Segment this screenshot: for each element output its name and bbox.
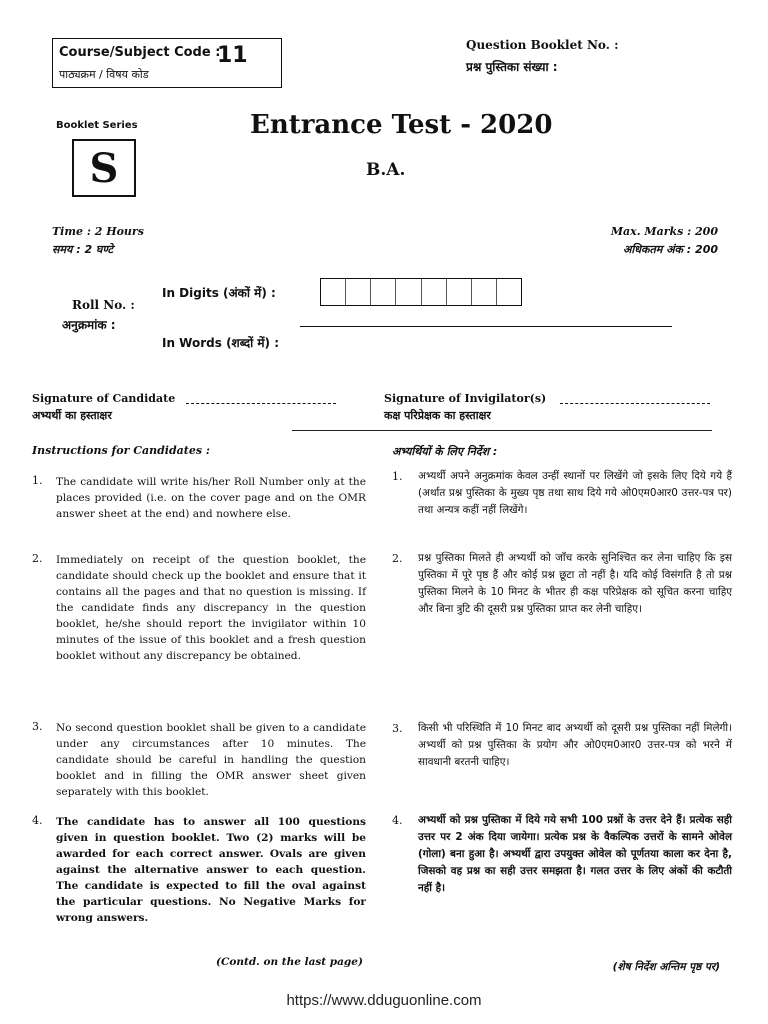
invigilator-signature-hindi-label: कक्ष परिप्रेक्षक का हस्ताक्षर — [384, 409, 491, 422]
roll-digits-label: In Digits (अंकों में) : — [162, 286, 276, 300]
instruction-number: 3. — [32, 720, 43, 733]
digit-cell[interactable] — [447, 279, 472, 305]
booklet-series-box — [72, 139, 136, 197]
candidate-signature-hindi-label: अभ्यर्थी का हस्ताक्षर — [32, 409, 112, 422]
course-code-value: 11 — [217, 43, 248, 68]
booklet-number-hindi-label: प्रश्न पुस्तिका संख्या : — [466, 60, 558, 74]
digit-cell[interactable] — [472, 279, 497, 305]
course-code-label: Course/Subject Code : — [59, 45, 221, 60]
exam-title: Entrance Test - 2020 — [250, 110, 553, 140]
instruction-number: 1. — [392, 470, 403, 483]
divider — [292, 430, 712, 431]
time-label: Time : 2 Hours — [52, 225, 144, 238]
roll-words-label: In Words (शब्दों में) : — [162, 336, 280, 350]
instruction-en-4: The candidate has to answer all 100 questions given in question booklet. Two (2) marks will be awarded for each correct answer. Ovals are given against the alternative answer to each question. The candidate is expected to fill the oval against the particular questions. No Negative Marks for wrong answers. — [56, 816, 366, 924]
instruction-en-1: The candidate will write his/her Roll Number only at the places provided (i.e. on the cover page and on the OMR answer sheet at the end) and nowhere else. — [56, 476, 366, 520]
continued-note-hi: (शेष निर्देश अन्तिम पृष्ठ पर) — [612, 961, 720, 973]
digit-cell[interactable] — [422, 279, 447, 305]
booklet-series-label: Booklet Series — [56, 120, 138, 131]
exam-subtitle: B.A. — [366, 160, 406, 180]
instruction-number: 1. — [32, 474, 43, 487]
instructions-heading-hi: अभ्यर्थियों के लिए निर्देश : — [392, 445, 498, 458]
instruction-number: 2. — [392, 552, 403, 565]
instruction-en-3: No second question booklet shall be given to a candidate under any circumstances after 10 minutes. The candidate should be careful in handling the question booklet and in filling the OMR answer sheet given separately with this booklet. — [56, 722, 366, 798]
footer-url: https://www.dduguonline.com — [286, 992, 482, 1009]
instruction-hi-4: अभ्यर्थी को प्रश्न पुस्तिका में दिये गये सभी 100 प्रश्नों के उत्तर देने हैं। प्रत्येक सही उत्तर पर 2 अंक दिया जायेगा। प्रत्येक प्रश्न के वैकल्पिक उत्तरों के सामने ओवेल (गोला) बना हुआ है। अभ्यर्थी द्वारा उपयुक्त ओवेल को पूर्णतया काला कर देना है, जिसको वह प्रश्न का सही उत्तर समझता है। गलत उत्तर के लिए अंकों की कटौती नहीं है। — [418, 814, 732, 894]
digit-cell[interactable] — [346, 279, 371, 305]
roll-words-line[interactable] — [300, 326, 672, 327]
invigilator-signature-label: Signature of Invigilator(s) — [384, 392, 547, 405]
digit-cell[interactable] — [371, 279, 396, 305]
instruction-en-2: Immediately on receipt of the question booklet, the candidate should check up the booklet and ensure that it contains all the pages and that no question is missing. If the candidate finds any discrepancy in the question booklet, he/she should report the invigilator within 10 minutes of the issue of this booklet and a fresh question booklet without any discrepancy be obtained. — [56, 554, 366, 662]
max-marks-label: Max. Marks : 200 — [610, 225, 718, 238]
instruction-number: 4. — [32, 814, 43, 827]
instruction-hi-2: प्रश्न पुस्तिका मिलते ही अभ्यर्थी को जाँच करके सुनिश्चित कर लेना चाहिए कि इस पुस्तिका में पूरे पृष्ठ हैं और कोई प्रश्न छूटा तो नहीं है। यदि कोई विसंगति है तो प्रश्न पुस्तिका मिलने के 10 मिनट के भीतर ही कक्ष परिप्रेक्षक को सूचित करना चाहिए और बिना त्रुटि की दूसरी प्रश्न पुस्तिका प्राप्त कर लेनी चाहिए। — [418, 552, 732, 615]
roll-digits-boxes[interactable] — [320, 278, 522, 306]
booklet-series-value: S — [89, 144, 119, 192]
candidate-signature-line[interactable] — [186, 403, 336, 404]
course-code-box — [52, 38, 282, 88]
instruction-hi-3: किसी भी परिस्थिति में 10 मिनट बाद अभ्यर्थी को दूसरी प्रश्न पुस्तिका नहीं मिलेगी। अभ्यर्थी को प्रश्न पुस्तिका के प्रयोग और ओ0एम0आर0 उत्तर-पत्र को भरने में सावधानी बरतनी चाहिए। — [418, 722, 732, 768]
invigilator-signature-line[interactable] — [560, 403, 710, 404]
digit-cell[interactable] — [497, 279, 521, 305]
instruction-number: 3. — [392, 722, 403, 735]
roll-number-hindi-label: अनुक्रमांक : — [62, 318, 116, 332]
max-marks-hindi-label: अधिकतम अंक : 200 — [622, 243, 718, 256]
booklet-number-label: Question Booklet No. : — [466, 38, 619, 52]
instructions-heading-en: Instructions for Candidates : — [32, 444, 210, 457]
instruction-number: 4. — [392, 814, 403, 827]
candidate-signature-label: Signature of Candidate — [32, 392, 176, 405]
instruction-hi-1: अभ्यर्थी अपने अनुक्रमांक केवल उन्हीं स्थानों पर लिखेंगे जो इसके लिए दिये गये हैं (अर्थात प्रश्न पुस्तिका के मुख्य पृष्ठ तथा साथ दिये गये ओ0एम0आर0 उत्तर-पत्र पर) तथा अन्यत्र कहीं नहीं लिखेंगे। — [418, 470, 732, 516]
digit-cell[interactable] — [396, 279, 421, 305]
course-code-hindi-label: पाठ्यक्रम / विषय कोड — [59, 68, 149, 81]
digit-cell[interactable] — [321, 279, 346, 305]
instruction-number: 2. — [32, 552, 43, 565]
roll-number-label: Roll No. : — [72, 298, 135, 312]
time-hindi-label: समय : 2 घण्टे — [52, 243, 114, 256]
continued-note-en: (Contd. on the last page) — [216, 956, 363, 968]
